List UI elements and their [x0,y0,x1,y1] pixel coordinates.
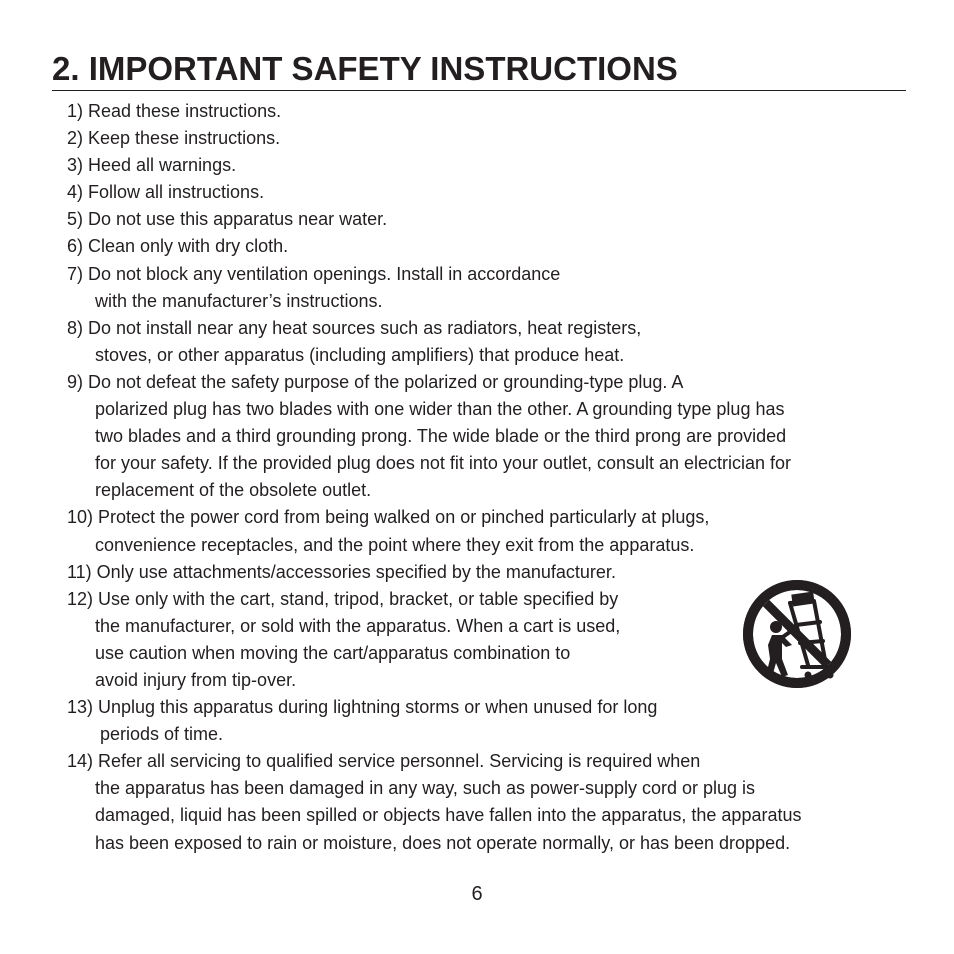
title-divider [52,90,906,91]
instruction-line: 6) Clean only with dry cloth. [67,236,289,257]
instruction-item [67,261,907,315]
instruction-line: 14) Refer all servicing to qualified service personnel. Servicing is required when [67,751,701,772]
instruction-line: 12) Use only with the cart, stand, tripod, bracket, or table specified by [67,588,619,609]
safety-instructions-list [67,98,907,857]
instruction-line: convenience receptacles, and the point where they exit from the apparatus. [95,534,695,555]
instruction-line: 5) Do not use this apparatus near water. [67,209,388,230]
instruction-line: 8) Do not install near any heat sources such as radiators, heat registers, [67,317,642,338]
instruction-item [67,152,907,179]
cart-tip-over-warning-icon [742,579,852,689]
instruction-line: avoid injury from tip-over. [95,669,297,690]
instruction-line: 13) Unplug this apparatus during lightning storms or when unused for long [67,697,658,718]
instruction-line: for your safety. If the provided plug does not fit into your outlet, consult an electrician for [95,453,792,474]
instruction-item [67,748,907,856]
instruction-line: the apparatus has been damaged in any way, such as power-supply cord or plug is [95,778,756,799]
instruction-line: 7) Do not block any ventilation openings. Install in accordance [67,263,561,284]
instruction-line: 3) Heed all warnings. [67,155,237,176]
instruction-item [67,369,907,504]
instruction-line: polarized plug has two blades with one wider than the other. A grounding type plug has [95,399,785,420]
instruction-line: has been exposed to rain or moisture, does not operate normally, or has been dropped. [95,832,791,853]
instruction-item [67,233,907,260]
instruction-line: 11) Only use attachments/accessories specified by the manufacturer. [67,561,616,582]
instruction-line: use caution when moving the cart/apparatus combination to [95,642,571,663]
instruction-line: 1) Read these instructions. [67,101,282,121]
instruction-item [67,98,907,125]
instruction-item [67,694,907,748]
instruction-line: the manufacturer, or sold with the apparatus. When a cart is used, [95,615,621,636]
instruction-item [67,179,907,206]
instruction-line: 9) Do not defeat the safety purpose of the polarized or grounding-type plug. A [67,371,684,392]
instruction-line: 2) Keep these instructions. [67,128,281,149]
instruction-item [67,315,907,369]
instruction-line: periods of time. [100,724,224,745]
instruction-item [67,504,907,558]
instruction-line: damaged, liquid has been spilled or objects have fallen into the apparatus, the apparatus [95,805,802,826]
instruction-line: two blades and a third grounding prong. The wide blade or the third prong are provided [95,426,787,447]
page-number: 6 [471,883,483,905]
instruction-item [67,206,907,233]
instruction-item [67,125,907,152]
instruction-line: 10) Protect the power cord from being walked on or pinched particularly at plugs, [67,507,710,528]
instruction-line: replacement of the obsolete outlet. [95,480,372,501]
instruction-line: with the manufacturer’s instructions. [95,290,383,311]
page-title: 2. IMPORTANT SAFETY INSTRUCTIONS [52,50,678,87]
instruction-line: stoves, or other apparatus (including amplifiers) that produce heat. [95,344,625,365]
instruction-line: 4) Follow all instructions. [67,182,265,203]
